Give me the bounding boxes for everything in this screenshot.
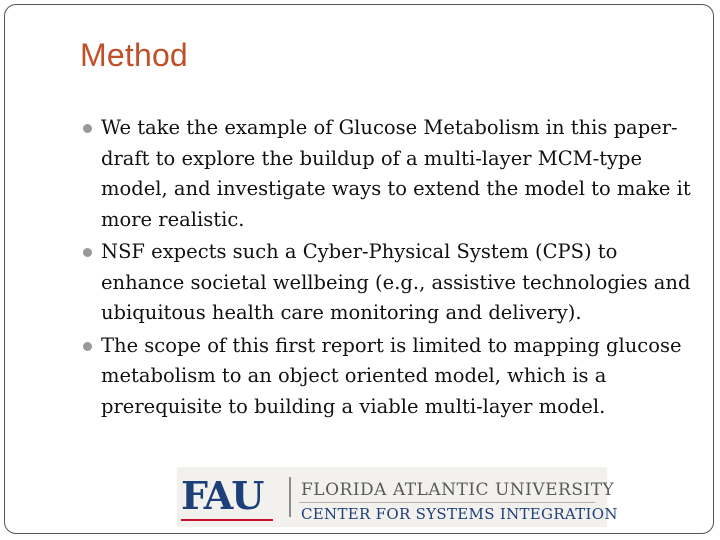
center-name: CENTER FOR SYSTEMS INTEGRATION: [301, 505, 618, 523]
fau-logo-mark: FAU: [181, 473, 263, 518]
list-item: [83, 331, 695, 423]
slide-title: Method: [80, 37, 188, 73]
bullet-icon: [83, 124, 92, 133]
logo-underline: [181, 519, 273, 521]
bullet-list: [83, 113, 695, 424]
list-item: [83, 237, 695, 329]
logo-divider: [289, 477, 291, 517]
bullet-icon: [83, 248, 92, 257]
list-item: [83, 113, 695, 235]
university-logo: [177, 467, 618, 527]
slide: [4, 4, 714, 534]
university-name: FLORIDA ATLANTIC UNIVERSITY: [301, 480, 615, 500]
bullet-text: We take the example of Glucose Metabolism in this paper-draft to explore the buildup of a multi-layer MCM-type model, and investigate ways to extend the model to make it more realistic.: [101, 116, 691, 231]
bullet-icon: [83, 342, 92, 351]
bullet-text: The scope of this first report is limited to mapping glucose metabolism to an object oriented model, which is a prerequisite to building a viable multi-layer model.: [101, 333, 682, 418]
bullet-text: NSF expects such a Cyber-Physical System (CPS) to enhance societal wellbeing (e.g., assistive technologies and ubiquitous health care monitoring and delivery).: [101, 240, 691, 324]
logo-rule: [299, 502, 595, 503]
